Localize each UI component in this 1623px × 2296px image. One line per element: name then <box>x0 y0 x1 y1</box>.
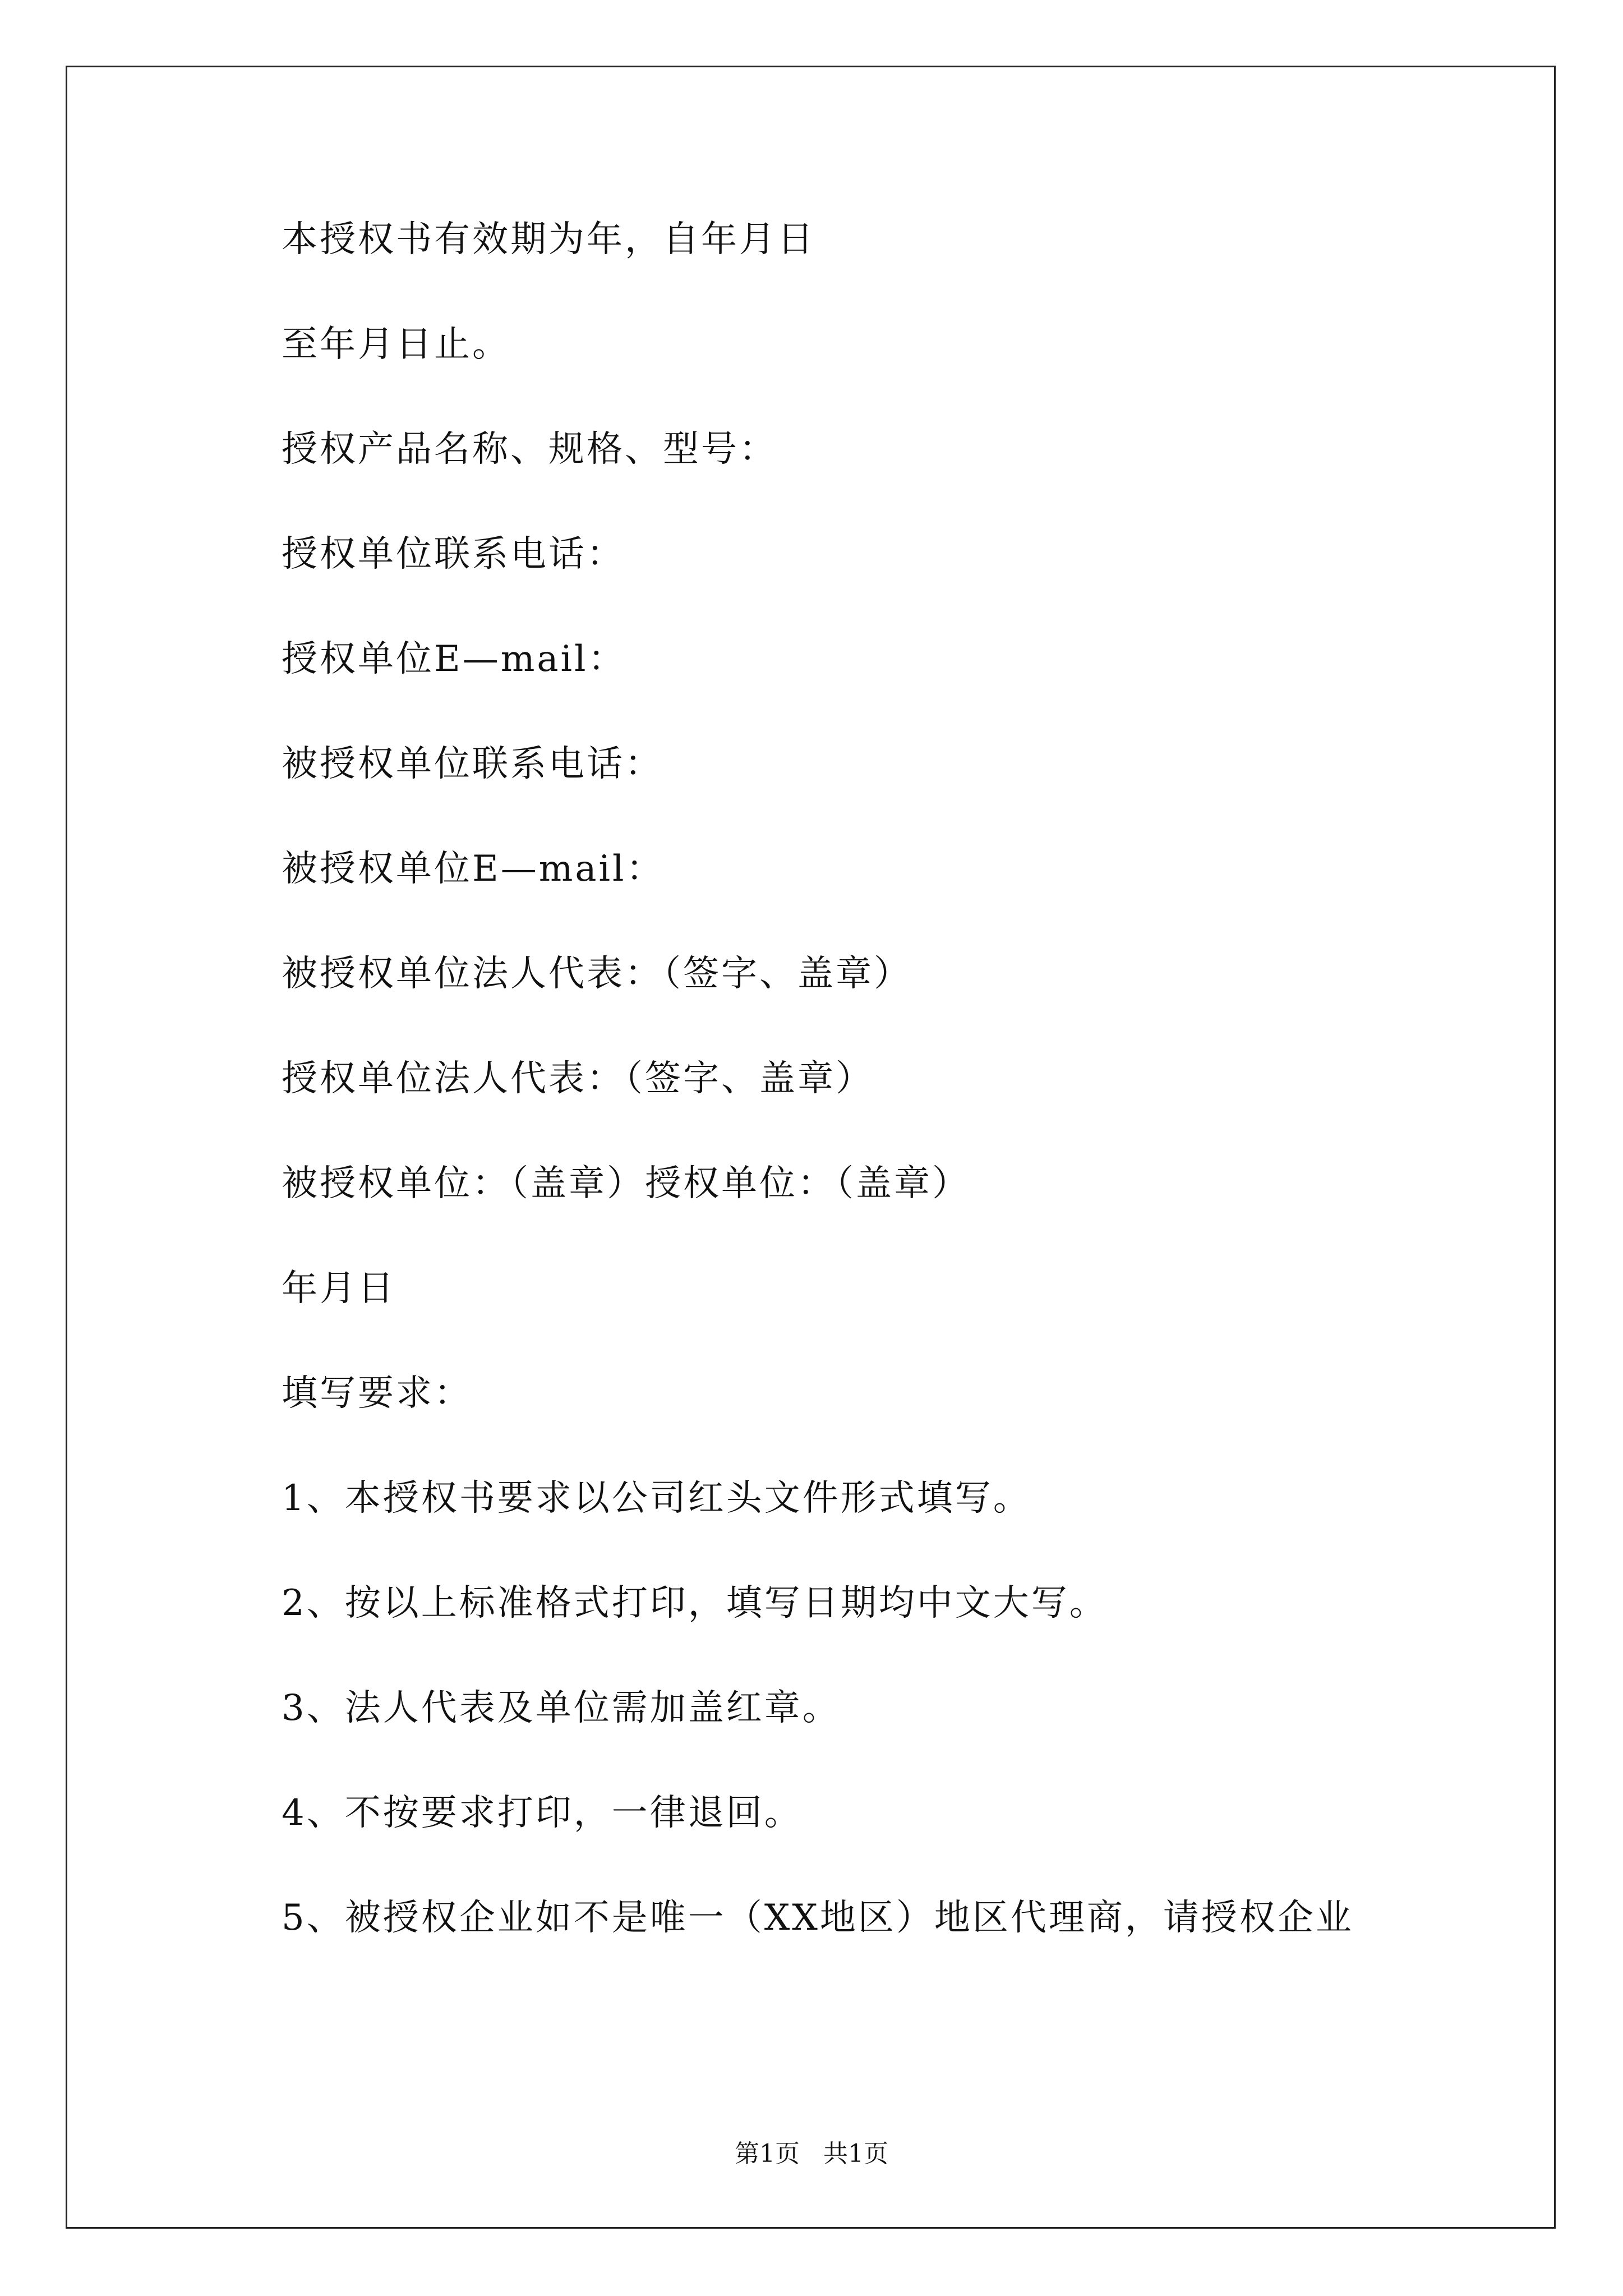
grantor-phone-line: 授权单位联系电话： <box>282 533 625 575</box>
requirement-item: 5、被授权企业如不是唯一（XX地区）地区代理商，请授权企业 <box>282 1897 1354 1939</box>
document-body <box>282 219 1482 2002</box>
requirements-heading: 填写要求： <box>282 1373 472 1414</box>
date-line: 年月日 <box>282 1268 396 1309</box>
requirement-item: 2、按以上标准格式打印，填写日期均中文大写。 <box>282 1582 1108 1624</box>
product-spec-line: 授权产品名称、规格、型号： <box>282 429 777 470</box>
requirement-item: 3、法人代表及单位需加盖红章。 <box>282 1687 841 1729</box>
grantee-email-line: 被授权单位E—mail： <box>282 848 665 890</box>
requirement-item: 1、本授权书要求以公司红头文件形式填写。 <box>282 1478 1031 1519</box>
page-footer: 第1页 共1页 <box>735 2139 888 2168</box>
validity-period-line: 本授权书有效期为年，自年月日 <box>282 219 815 260</box>
grantor-legal-rep-line: 授权单位法人代表：（签字、盖章） <box>282 1058 874 1099</box>
requirement-item: 4、不按要求打印，一律退回。 <box>282 1792 803 1834</box>
seal-line: 被授权单位：（盖章）授权单位：（盖章） <box>282 1163 970 1204</box>
grantee-legal-rep-line: 被授权单位法人代表：（签字、盖章） <box>282 953 912 995</box>
grantee-phone-line: 被授权单位联系电话： <box>282 743 663 785</box>
validity-end-line: 至年月日止。 <box>282 324 510 365</box>
grantor-email-line: 授权单位E—mail： <box>282 638 626 680</box>
